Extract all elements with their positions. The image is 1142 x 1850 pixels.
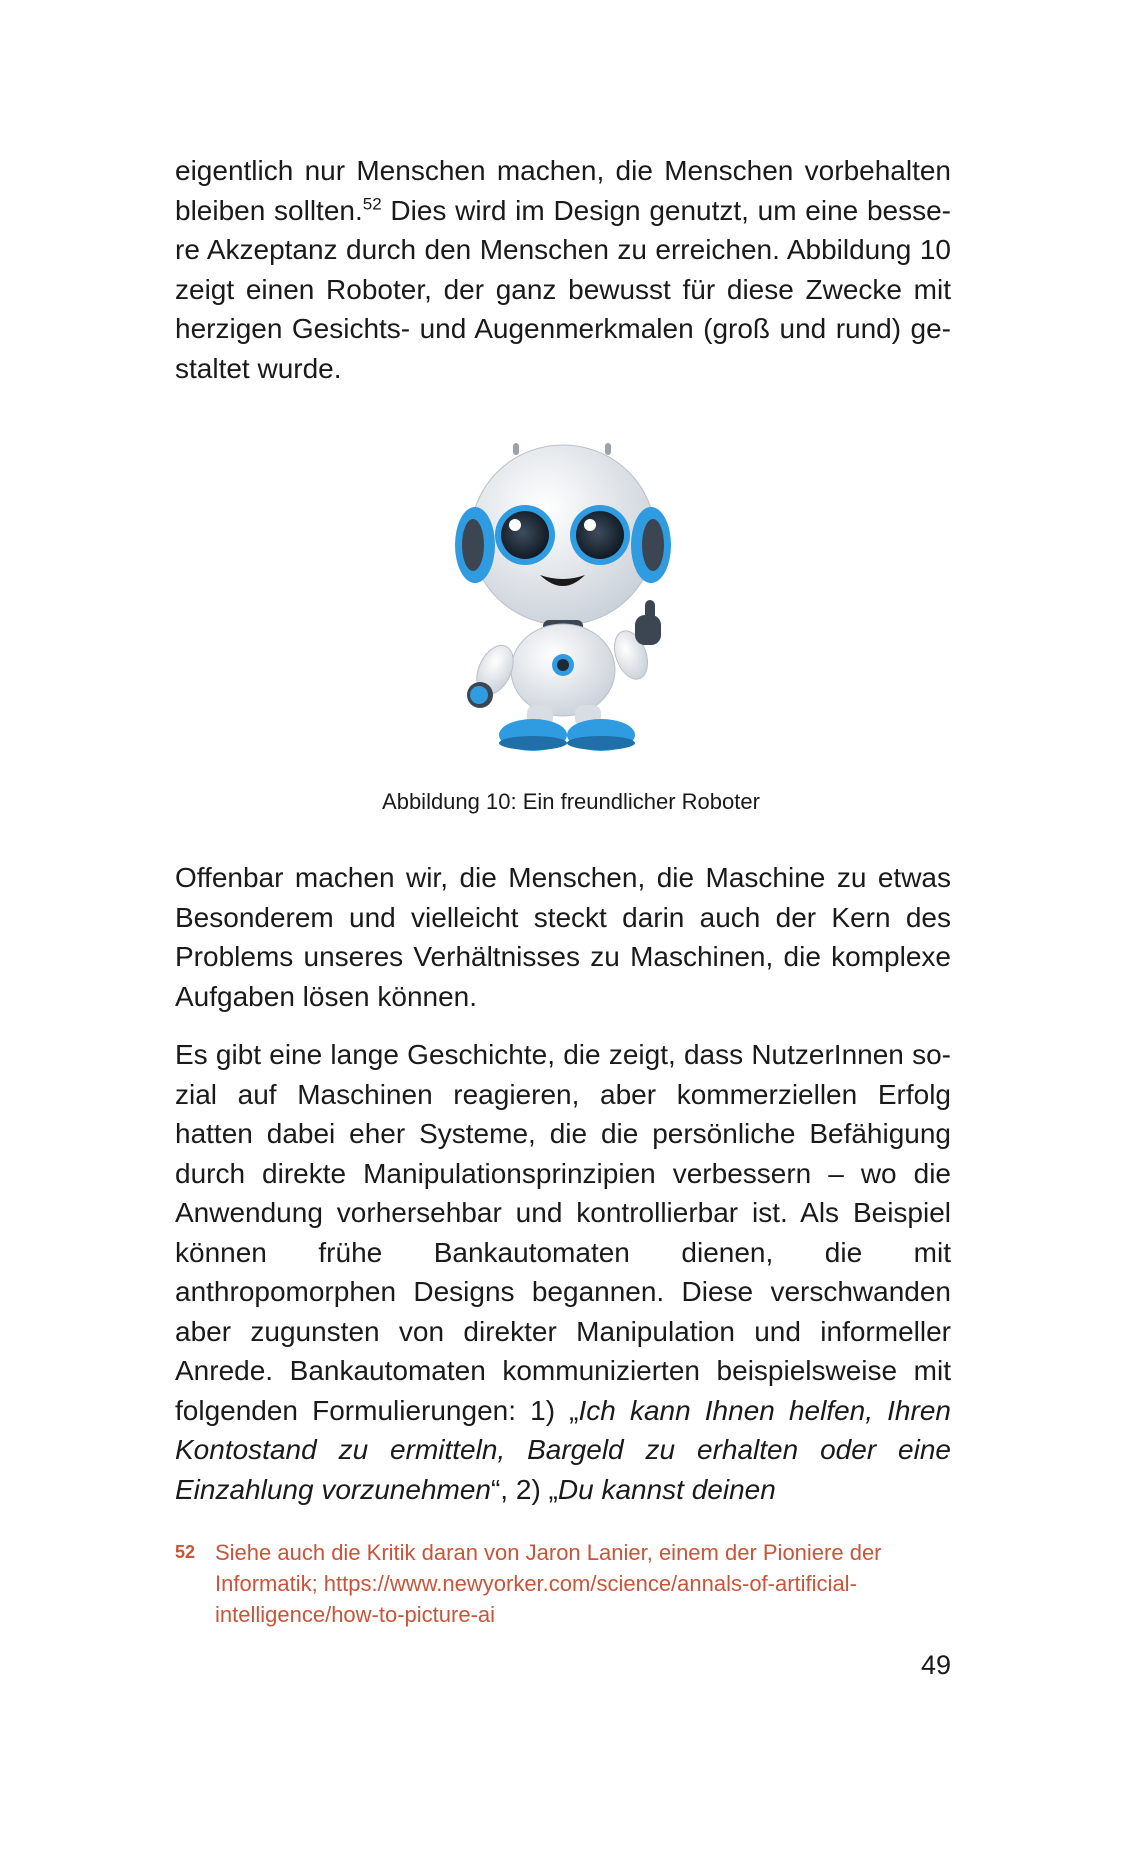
robot-illustration xyxy=(435,425,735,755)
paragraph-text: Dies wird im Design genutzt, um eine bessere Akzeptanz durch den Menschen zu erreichen. Abbildung 10 zeigt einen Roboter, der ganz bewusst für diese Zwecke mit herzigen Gesichts- und Augenmerkmalen (groß und rund) gestaltet wurde. xyxy=(175,194,951,384)
figure-caption: Abbildung 10: Ein freundlicher Roboter xyxy=(382,789,760,814)
paragraph-text: eigentlich nur Menschen machen, die Menschen vorbehalten bleiben sollten. xyxy=(175,155,951,226)
paragraph-text: Es gibt eine lange Geschichte, die zeigt, dass NutzerInnen sozial auf Maschinen reagieren, aber kommerziellen Erfolg hatten dabei eher Systeme, die die persönliche Befähigung durch direkte Manipulationsprinzipien verbessern – wo die Anwendung vorhersehbar und kontrollierbar ist. Als Beispiel können frühe Bankautomaten dienen, die mit anthropomorphen Designs begannen. Diese verschwanden aber zugunsten von direkter Manipulation und informeller Anrede. Bankautomaten kommunizierten beispielsweise mit folgenden Formulierungen: 1) „ xyxy=(175,1039,951,1426)
footnote xyxy=(175,1537,951,1630)
paragraph-history xyxy=(175,1035,951,1509)
page-number: 49 xyxy=(920,1650,951,1680)
footnote-number: 52 xyxy=(175,1542,196,1562)
quote-italic: Du kannst deinen xyxy=(557,1473,776,1505)
quote-italic: Ich kann Ihnen helfen, Ihren Kontostand zu ermitteln, Bargeld zu erhalten oder eine Einzahlung vorzunehmen xyxy=(175,1394,951,1505)
paragraph-intro xyxy=(175,151,951,388)
paragraph-text: “, 2) „ xyxy=(490,1473,558,1505)
footnote-text[interactable]: Siehe auch die Kritik daran von Jaron Lanier, einem der Pioniere der Informatik; https://www.newyorker.com/science/annals-of-artificial-intelligence/how-to-picture-ai xyxy=(215,1540,882,1627)
footnote-reference[interactable]: 52 xyxy=(362,194,382,214)
paragraph-body: Offenbar machen wir, die Menschen, die Maschine zu etwas Besonderem und vielleicht steckt darin auch der Kern des Problems unseres Verhältnisses zu Maschinen, die komplexe Aufgaben lösen können. xyxy=(175,862,951,1012)
